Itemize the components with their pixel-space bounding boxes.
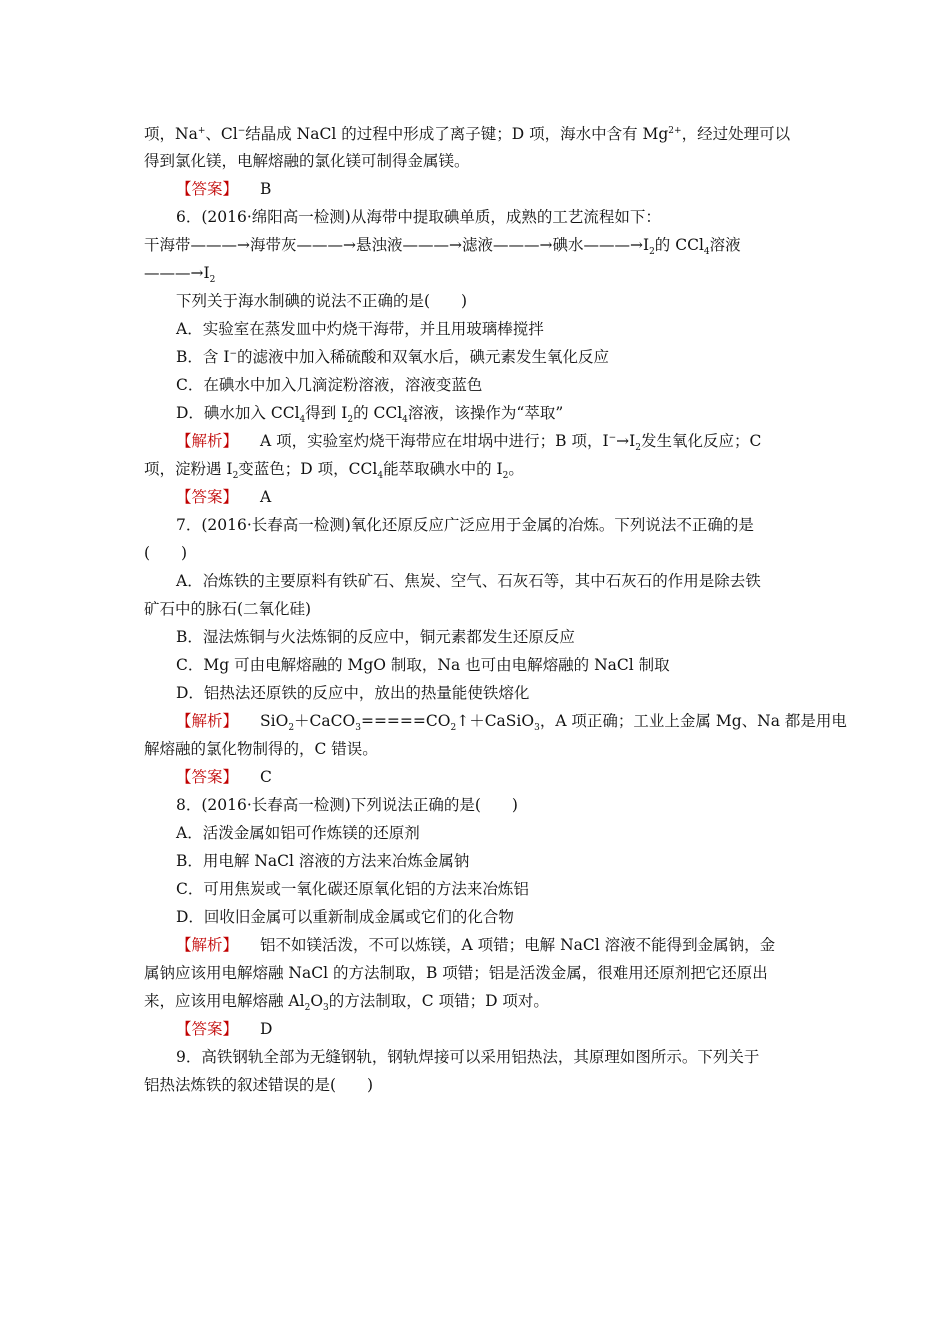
subscript: 4 — [377, 471, 384, 482]
text: 的滤液中加入稀硫酸和双氧水后，碘元素发生氧化反应 — [237, 348, 610, 366]
carry-line-2: 得到氯化镁，电解熔融的氯化镁可制得金属镁。 — [144, 152, 470, 170]
subscript: 2 — [288, 723, 295, 734]
subscript: 2 — [635, 443, 641, 454]
text: 发生氧化反应；C — [640, 432, 762, 450]
text: 铝不如镁活泼，不可以炼镁，A 项错；电解 NaCl 溶液不能得到金属钠，金 — [260, 936, 776, 954]
option-a-cont: 矿石中的脉石(二氧化硅) — [144, 600, 312, 618]
analysis-label: 【解析】 — [176, 432, 239, 450]
text: →I — [616, 432, 636, 450]
analysis-line-1 — [176, 935, 846, 955]
answer-label: 【答案】 — [176, 488, 239, 506]
analysis-line-1 — [176, 711, 847, 734]
superscript: − — [608, 432, 617, 443]
subscript: 2 — [304, 1003, 311, 1014]
subscript: 2 — [232, 471, 239, 482]
analysis-label: 【解析】 — [176, 712, 239, 730]
text: 、Cl — [205, 125, 238, 143]
text: 干海带———→海带灰———→悬浊液———→滤液———→碘水———→I — [144, 236, 650, 254]
option-d — [176, 403, 846, 426]
answer-value: A — [260, 488, 272, 506]
analysis-line-1 — [176, 431, 846, 454]
analysis-line-3 — [144, 991, 814, 1014]
text: D．碘水加入 CCl — [176, 404, 300, 422]
answer-line-q7 — [176, 767, 846, 787]
option-c: C．Mg 可由电解熔融的 MgO 制取，Na 也可由电解熔融的 NaCl 制取 — [176, 656, 670, 674]
option-b: B．湿法炼铜与火法炼铜的反应中，铜元素都发生还原反应 — [176, 628, 575, 646]
question-6-ask: 下列关于海水制碘的说法不正确的是( ) — [176, 292, 468, 310]
superscript: + — [197, 125, 206, 136]
flow-line-2 — [144, 263, 814, 286]
text: ↑＋CaSiO — [456, 712, 535, 730]
text: 项，Na — [144, 125, 198, 143]
subscript: 2 — [649, 247, 655, 258]
text: =====CO — [360, 712, 451, 730]
option-a: A．活泼金属如铝可作炼镁的还原剂 — [176, 824, 420, 842]
text: 能萃取碘水中的 I — [383, 460, 503, 478]
question-9-stem: 9．高铁钢轨全部为无缝钢轨，钢轨焊接可以采用铝热法，其原理如图所示。下列关于 — [176, 1048, 760, 1066]
option-d: D．回收旧金属可以重新制成金属或它们的化合物 — [176, 908, 514, 926]
question-7-stem: 7．(2016·长春高一检测)氧化还原反应广泛应用于金属的冶炼。下列说法不正确的是 — [176, 516, 754, 534]
answer-label: 【答案】 — [176, 1020, 239, 1038]
option-d: D．铝热法还原铁的反应中，放出的热量能使铁熔化 — [176, 684, 530, 702]
answer-line-q6 — [176, 487, 846, 507]
superscript: − — [229, 348, 237, 359]
text: 的方法制取，C 项错；D 项对。 — [328, 992, 549, 1010]
question-8-stem: 8．(2016·长春高一检测)下列说法正确的是( ) — [176, 796, 518, 814]
text: 项，淀粉遇 I — [144, 460, 233, 478]
text: ＋CaCO — [294, 712, 356, 730]
text: ，A 项正确；工业上金属 Mg、Na 都是用电 — [539, 712, 847, 730]
subscript: 2 — [502, 471, 509, 482]
superscript: − — [237, 125, 246, 136]
text: 的 CCl — [654, 236, 704, 254]
text: 结晶成 NaCl 的过程中形成了离子键；D 项，海水中含有 Mg — [245, 125, 669, 143]
text: 变蓝色；D 项，CCl — [238, 460, 378, 478]
subscript: 2 — [209, 275, 216, 286]
subscript: 2 — [450, 723, 457, 734]
answer-label: 【答案】 — [176, 768, 239, 786]
text: 的 CCl — [353, 404, 403, 422]
analysis-label: 【解析】 — [176, 936, 239, 954]
question-7-paren: ( ) — [144, 544, 188, 562]
subscript: 4 — [703, 247, 710, 258]
text: ———→I — [144, 264, 210, 282]
answer-line-q5 — [176, 179, 846, 199]
subscript: 3 — [534, 723, 540, 734]
subscript: 3 — [355, 723, 361, 734]
flow-line-1 — [144, 235, 814, 258]
answer-value: D — [260, 1020, 273, 1038]
answer-value: C — [260, 768, 272, 786]
analysis-line-2: 属钠应该用电解熔融 NaCl 的方法制取，B 项错；铝是活泼金属，很难用还原剂把它还原出 — [144, 964, 768, 982]
text: 。 — [508, 460, 524, 478]
subscript: 2 — [347, 415, 354, 426]
answer-label: 【答案】 — [176, 180, 239, 198]
text: B．含 I — [176, 348, 230, 366]
question-9-stem-cont: 铝热法炼铁的叙述错误的是( ) — [144, 1076, 374, 1094]
option-a: A．实验室在蒸发皿中灼烧干海带，并且用玻璃棒搅拌 — [176, 320, 544, 338]
analysis-line-2 — [144, 459, 814, 482]
answer-line-q8 — [176, 1019, 846, 1039]
text: A 项，实验室灼烧干海带应在坩埚中进行；B 项，I — [260, 432, 609, 450]
option-a: A．冶炼铁的主要原料有铁矿石、焦炭、空气、石灰石等，其中石灰石的作用是除去铁 — [176, 572, 761, 590]
option-c: C．在碘水中加入几滴淀粉溶液，溶液变蓝色 — [176, 376, 483, 394]
text: 来，应该用电解熔融 Al — [144, 992, 305, 1010]
text: ，经过处理可以 — [681, 125, 791, 143]
option-c: C．可用焦炭或一氧化碳还原氧化铝的方法来冶炼铝 — [176, 880, 529, 898]
option-b: B．用电解 NaCl 溶液的方法来冶炼金属钠 — [176, 852, 470, 870]
analysis-line-2: 解熔融的氯化物制得的，C 错误。 — [144, 740, 378, 758]
subscript: 3 — [323, 1003, 329, 1014]
subscript: 4 — [299, 415, 306, 426]
question-6-stem: 6．(2016·绵阳高一检测)从海带中提取碘单质，成熟的工艺流程如下： — [176, 208, 661, 226]
text: 得到 I — [305, 404, 348, 422]
text: 溶液，该操作为“萃取” — [407, 404, 564, 422]
text: O — [310, 992, 324, 1010]
option-b — [176, 347, 846, 367]
answer-value: B — [260, 180, 272, 198]
carry-line-1 — [144, 124, 814, 144]
superscript: 2+ — [668, 125, 682, 136]
subscript: 4 — [402, 415, 408, 426]
text: SiO — [260, 712, 289, 730]
text: 溶液 — [709, 236, 741, 254]
